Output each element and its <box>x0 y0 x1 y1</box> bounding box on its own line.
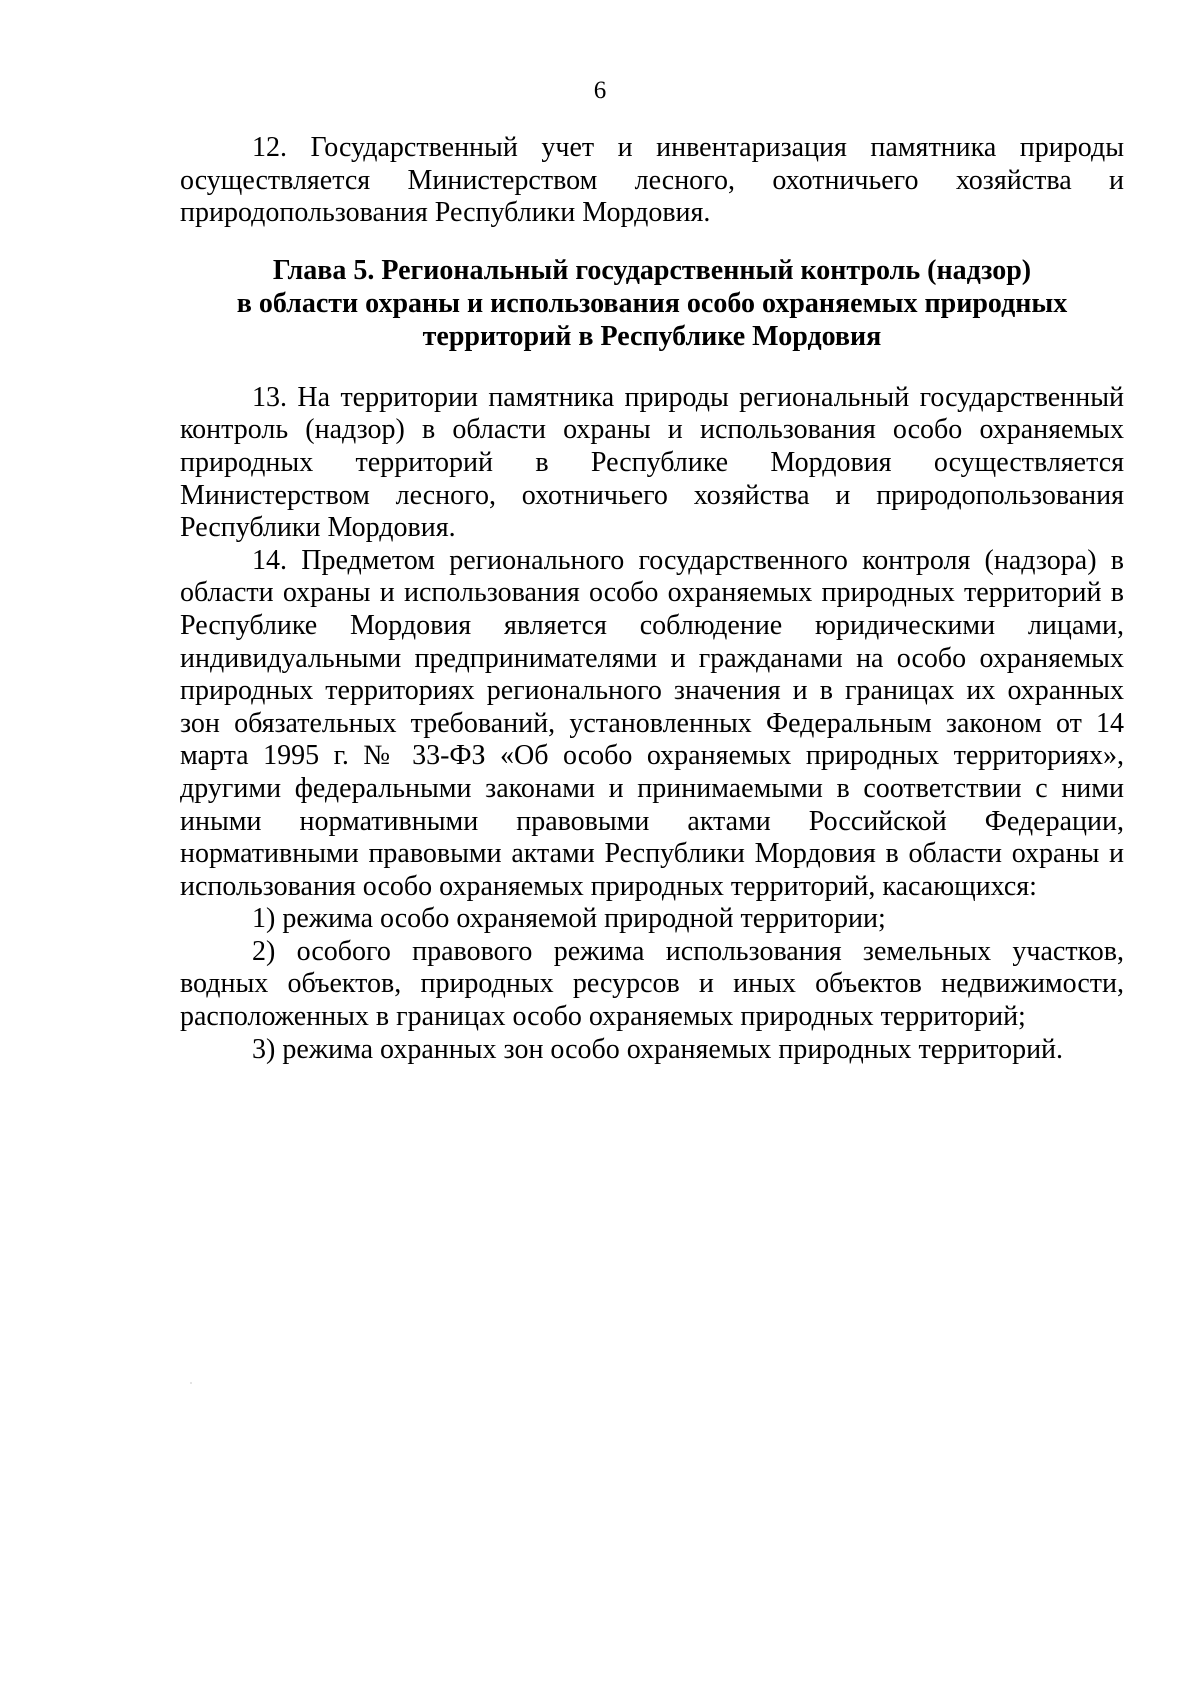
paragraph-13: 13. На территории памятника природы региональный государственный контроль (надзор) в области охраны и использования особо охраняемых природных территорий в Республике Мордовия осуществляется Министерством лесного, охотничьего хозяйства и природопользования Республики Мордовия. <box>180 381 1124 544</box>
chapter-heading <box>180 254 1124 353</box>
page-number: 6 <box>593 77 607 104</box>
paragraph-14: 14. Предметом регионального государственного контроля (надзора) в области охраны и использования особо охраняемых природных территорий в Республике Мордовия является соблюдение юридическими лицами, индивидуальными предпринимателями и гражданами на особо охраняемых природных территориях регионального значения и в границах их охранных зон обязательных требований, установленных Федеральным законом от 14 марта 1995 г. № 33-ФЗ «Об особо охраняемых природных территориях», другими федеральными законами и принимаемыми в соответствии с ними иными нормативными правовыми актами Российской Федерации, нормативными правовыми актами Республики Мордовия в области охраны и использования особо охраняемых природных территорий, касающихся: <box>180 544 1124 902</box>
list-item-2: 2) особого правового режима использования земельных участков, водных объектов, природных ресурсов и иных объектов недвижимости, расположенных в границах особо охраняемых природных территорий; <box>180 935 1124 1033</box>
chapter-heading-line-2: в области охраны и использования особо охраняемых природных <box>236 287 1068 319</box>
paragraph-12: 12. Государственный учет и инвентаризация памятника природы осуществляется Министерством лесного, охотничьего хозяйства и природопользования Республики Мордовия. <box>180 132 1124 229</box>
chapter-heading-line-3: территорий в Республике Мордовия <box>422 320 882 352</box>
scan-speck <box>190 1382 192 1384</box>
document-body <box>180 132 1124 1066</box>
list-item-3: 3) режима охранных зон особо охраняемых природных территорий. <box>252 1033 1064 1065</box>
list-item-1: 1) режима особо охраняемой природной территории; <box>252 903 886 935</box>
chapter-heading-line-1: Глава 5. Региональный государственный контроль (надзор) <box>272 254 1032 286</box>
